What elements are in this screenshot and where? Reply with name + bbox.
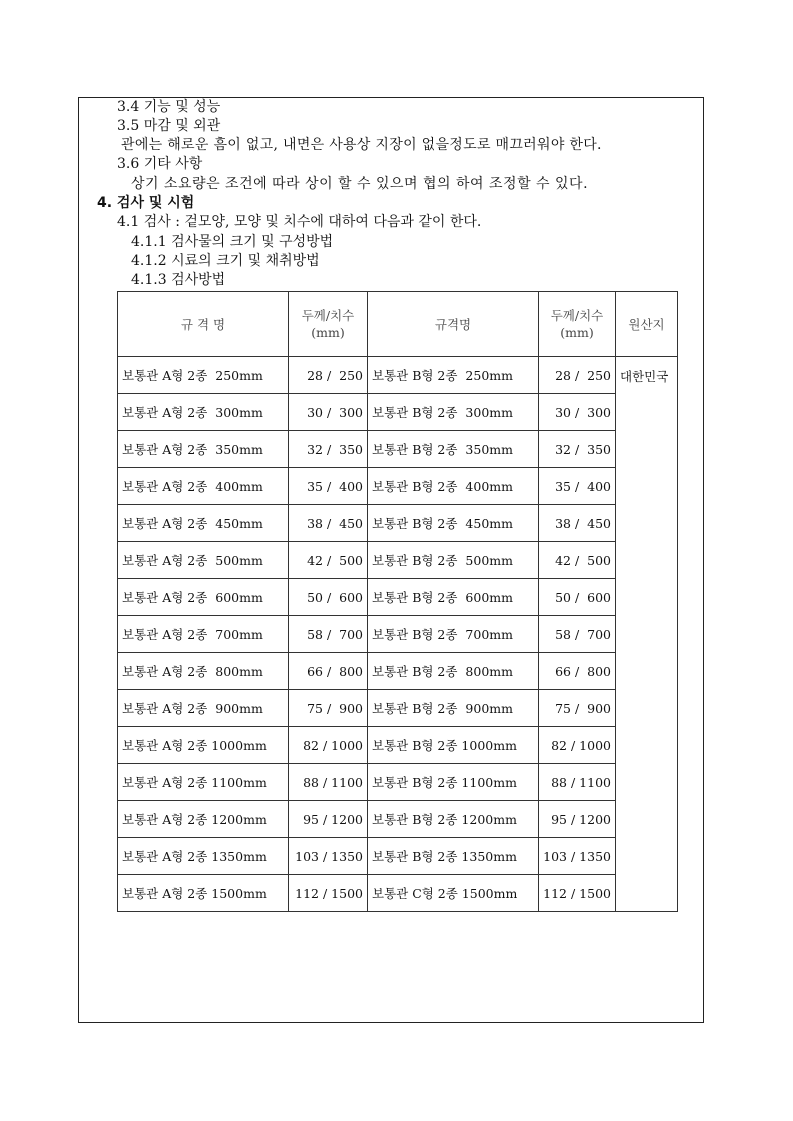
table-row xyxy=(118,394,678,431)
table-row xyxy=(118,616,678,653)
dim-a: 58 / 700 xyxy=(289,616,368,653)
table-row xyxy=(118,579,678,616)
spec-name-b: 보통관 B형 2종 800mm xyxy=(368,653,539,690)
spec-name-a: 보통관 A형 2종 1000mm xyxy=(118,727,289,764)
dim-a: 95 / 1200 xyxy=(289,801,368,838)
section-4-1-1: 4.1.1 검사물의 크기 및 구성방법 xyxy=(131,234,334,250)
spec-name-a: 보통관 A형 2종 1350mm xyxy=(118,838,289,875)
table-row xyxy=(118,505,678,542)
spec-name-b: 보통관 B형 2종 500mm xyxy=(368,542,539,579)
dim-b: 50 / 600 xyxy=(539,579,616,616)
dim-b: 35 / 400 xyxy=(539,468,616,505)
dim-a: 66 / 800 xyxy=(289,653,368,690)
origin-cell: 대한민국 xyxy=(616,357,678,912)
spec-name-b: 보통관 B형 2종 1100mm xyxy=(368,764,539,801)
spec-name-a: 보통관 A형 2종 350mm xyxy=(118,431,289,468)
table-row xyxy=(118,468,678,505)
dim-b: 75 / 900 xyxy=(539,690,616,727)
dim-a: 50 / 600 xyxy=(289,579,368,616)
spec-name-a: 보통관 A형 2종 500mm xyxy=(118,542,289,579)
dim-a: 32 / 350 xyxy=(289,431,368,468)
dim-a: 75 / 900 xyxy=(289,690,368,727)
spec-name-b: 보통관 B형 2종 300mm xyxy=(368,394,539,431)
dim-b: 32 / 350 xyxy=(539,431,616,468)
header-origin: 원산지 xyxy=(616,292,678,357)
spec-name-b: 보통관 C형 2종 1500mm xyxy=(368,875,539,912)
section-3-4: 3.4 기능 및 성능 xyxy=(117,99,221,115)
dim-a: 42 / 500 xyxy=(289,542,368,579)
table-row xyxy=(118,690,678,727)
dim-b: 95 / 1200 xyxy=(539,801,616,838)
spec-name-a: 보통관 A형 2종 450mm xyxy=(118,505,289,542)
spec-name-b: 보통관 B형 2종 1350mm xyxy=(368,838,539,875)
section-4-1: 4.1 검사 : 겉모양, 모양 및 치수에 대하여 다음과 같이 한다. xyxy=(117,214,482,230)
section-3-5-text: 관에는 해로운 흠이 없고, 내면은 사용상 지장이 없을정도로 매끄러워야 한다. xyxy=(121,137,602,153)
dim-a: 112 / 1500 xyxy=(289,875,368,912)
dim-b: 103 / 1350 xyxy=(539,838,616,875)
header-spec-name-b: 규격명 xyxy=(368,292,539,357)
spec-table xyxy=(117,291,678,912)
spec-name-b: 보통관 B형 2종 1000mm xyxy=(368,727,539,764)
dim-a: 30 / 300 xyxy=(289,394,368,431)
dim-b: 66 / 800 xyxy=(539,653,616,690)
header-dim-b: 두께/치수 (mm) xyxy=(539,292,616,357)
dim-a: 82 / 1000 xyxy=(289,727,368,764)
header-spec-name-a: 규 격 명 xyxy=(118,292,289,357)
table-row xyxy=(118,542,678,579)
spec-name-a: 보통관 A형 2종 1100mm xyxy=(118,764,289,801)
dim-b: 112 / 1500 xyxy=(539,875,616,912)
spec-name-b: 보통관 B형 2종 350mm xyxy=(368,431,539,468)
dim-b: 88 / 1100 xyxy=(539,764,616,801)
dim-b: 38 / 450 xyxy=(539,505,616,542)
dim-a: 38 / 450 xyxy=(289,505,368,542)
table-row xyxy=(118,431,678,468)
dim-b: 58 / 700 xyxy=(539,616,616,653)
spec-name-b: 보통관 B형 2종 250mm xyxy=(368,357,539,394)
dim-b: 42 / 500 xyxy=(539,542,616,579)
spec-name-b: 보통관 B형 2종 600mm xyxy=(368,579,539,616)
spec-name-a: 보통관 A형 2종 300mm xyxy=(118,394,289,431)
dim-b: 82 / 1000 xyxy=(539,727,616,764)
spec-name-a: 보통관 A형 2종 600mm xyxy=(118,579,289,616)
table-row xyxy=(118,653,678,690)
spec-name-b: 보통관 B형 2종 700mm xyxy=(368,616,539,653)
table-header-row xyxy=(118,292,678,357)
spec-name-b: 보통관 B형 2종 900mm xyxy=(368,690,539,727)
spec-name-a: 보통관 A형 2종 1200mm xyxy=(118,801,289,838)
section-4-heading: 4. 검사 및 시험 xyxy=(97,195,195,211)
dim-b: 30 / 300 xyxy=(539,394,616,431)
section-4-1-2: 4.1.2 시료의 크기 및 채취방법 xyxy=(131,253,320,269)
section-3-6: 3.6 기타 사항 xyxy=(117,156,203,172)
dim-a: 28 / 250 xyxy=(289,357,368,394)
spec-name-b: 보통관 B형 2종 450mm xyxy=(368,505,539,542)
spec-name-a: 보통관 A형 2종 900mm xyxy=(118,690,289,727)
spec-name-b: 보통관 B형 2종 1200mm xyxy=(368,801,539,838)
table-row xyxy=(118,838,678,875)
table-row xyxy=(118,727,678,764)
dim-a: 88 / 1100 xyxy=(289,764,368,801)
section-4-1-3: 4.1.3 검사방법 xyxy=(131,272,226,288)
table-row xyxy=(118,875,678,912)
spec-name-a: 보통관 A형 2종 1500mm xyxy=(118,875,289,912)
spec-name-b: 보통관 B형 2종 400mm xyxy=(368,468,539,505)
spec-name-a: 보통관 A형 2종 700mm xyxy=(118,616,289,653)
dim-b: 28 / 250 xyxy=(539,357,616,394)
table-row xyxy=(118,801,678,838)
spec-name-a: 보통관 A형 2종 400mm xyxy=(118,468,289,505)
header-dim-a: 두께/치수 (mm) xyxy=(289,292,368,357)
dim-a: 103 / 1350 xyxy=(289,838,368,875)
table-row xyxy=(118,764,678,801)
spec-name-a: 보통관 A형 2종 800mm xyxy=(118,653,289,690)
dim-a: 35 / 400 xyxy=(289,468,368,505)
section-3-6-text: 상기 소요량은 조건에 따라 상이 할 수 있으며 협의 하여 조정할 수 있다. xyxy=(131,176,589,192)
table-row xyxy=(118,357,678,394)
section-3-5: 3.5 마감 및 외관 xyxy=(117,118,221,134)
spec-name-a: 보통관 A형 2종 250mm xyxy=(118,357,289,394)
